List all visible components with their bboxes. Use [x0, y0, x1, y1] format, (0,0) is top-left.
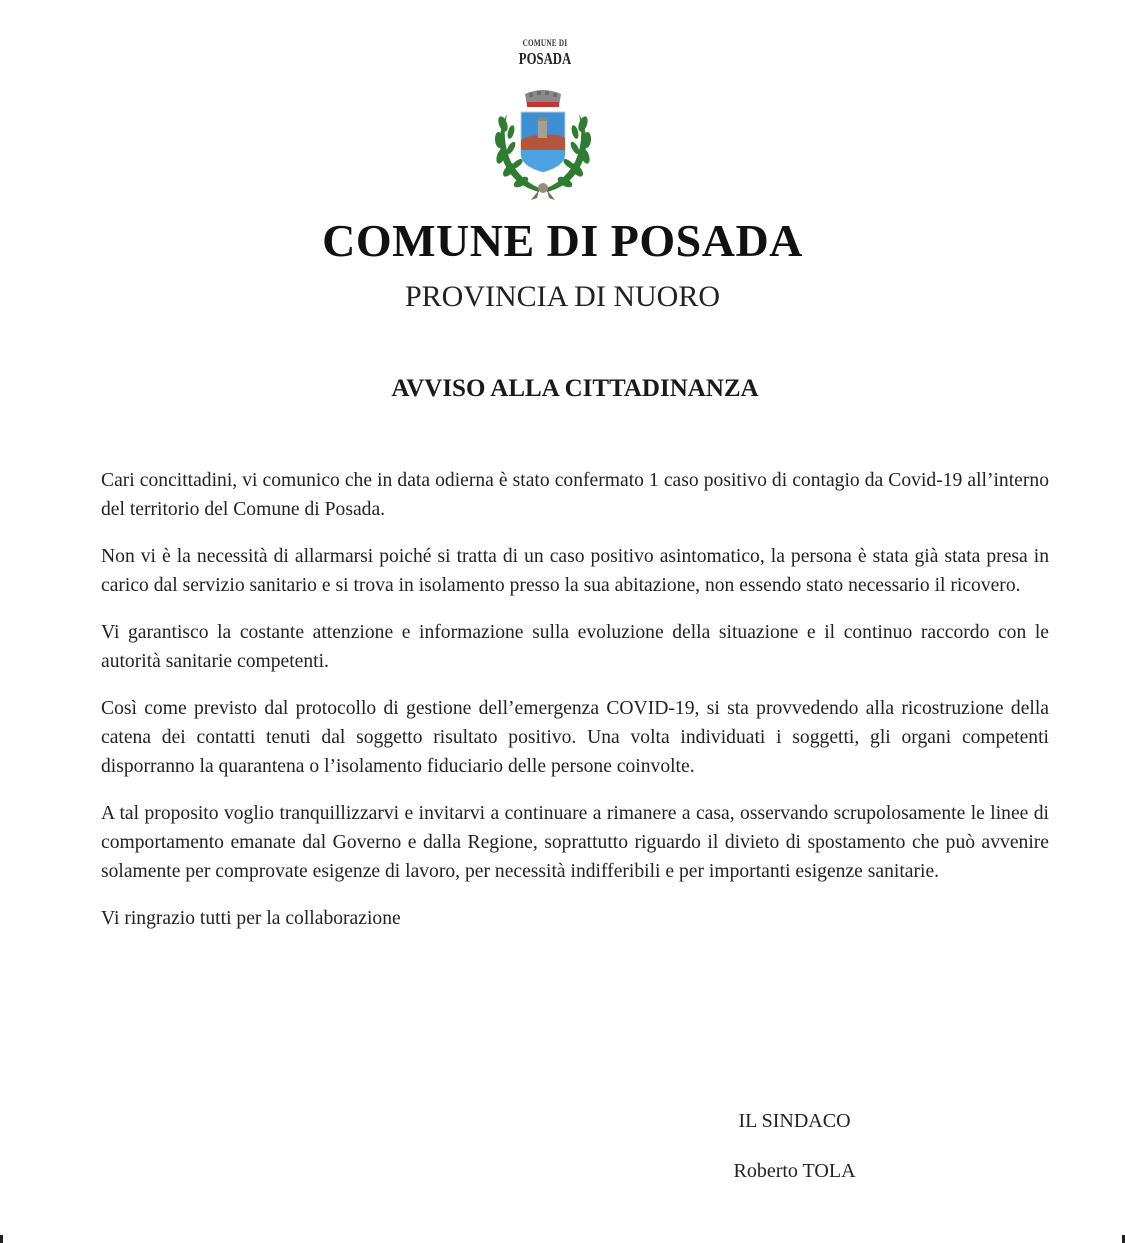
municipality-logo — [480, 38, 610, 68]
shield-icon — [521, 112, 565, 172]
paragraph: Cari concittadini, vi comunico che in data odierna è stato confermato 1 caso positivo di contagio da Covid-19 all’interno del territorio del Comune di Posada. — [101, 470, 1049, 520]
page-title: COMUNE DI POSADA — [322, 215, 803, 266]
paragraph: Così come previsto dal protocollo di gestione dell’emergenza COVID-19, si sta provvedendo alla ricostruzione della catena dei contatti tenuti dal soggetto risultato positivo. Una volta individuati i soggetti, gli organi competenti disporranno la quarantena o l’isolamento fiduciario delle persone coinvolte. — [101, 698, 1049, 777]
crown-icon — [525, 90, 561, 107]
signature-role: IL SINDACO — [738, 1110, 851, 1132]
logo-small-text: COMUNE DI — [522, 38, 568, 48]
closing-line: Vi ringrazio tutti per la collaborazione — [101, 908, 401, 929]
paragraph: A tal proposito voglio tranquillizzarvi e invitarvi a continuare a rimanere a casa, osservando scrupolosamente le linee di comportamento emanate dal Governo e dalla Regione, soprattutto riguardo il divieto di spostamento che può avvenire solamente per comprovate esigenze di lavoro, per necessità indifferibili e per importanti esigenze sanitarie. — [101, 803, 1049, 882]
notice-body — [101, 466, 1049, 951]
paragraph: Vi garantisco la costante attenzione e informazione sulla evoluzione della situazione e il continuo raccordo con le autorità sanitarie competenti. — [101, 622, 1049, 672]
coat-of-arms-icon — [491, 84, 595, 200]
corner-edge — [0, 1235, 3, 1243]
signature-name: Roberto TOLA — [733, 1160, 856, 1182]
page-subtitle: PROVINCIA DI NUORO — [404, 280, 720, 313]
paragraph: Non vi è la necessità di allarmarsi poiché si tratta di un caso positivo asintomatico, la persona è stata già stata presa in carico dal servizio sanitario e si trova in isolamento presso la sua abitazione, non essendo stato necessario il ricovero. — [101, 546, 1049, 596]
notice-heading: AVVISO ALLA CITTADINANZA — [391, 375, 759, 402]
logo-name-text: POSADA — [518, 49, 572, 68]
ribbon-icon — [531, 183, 555, 200]
